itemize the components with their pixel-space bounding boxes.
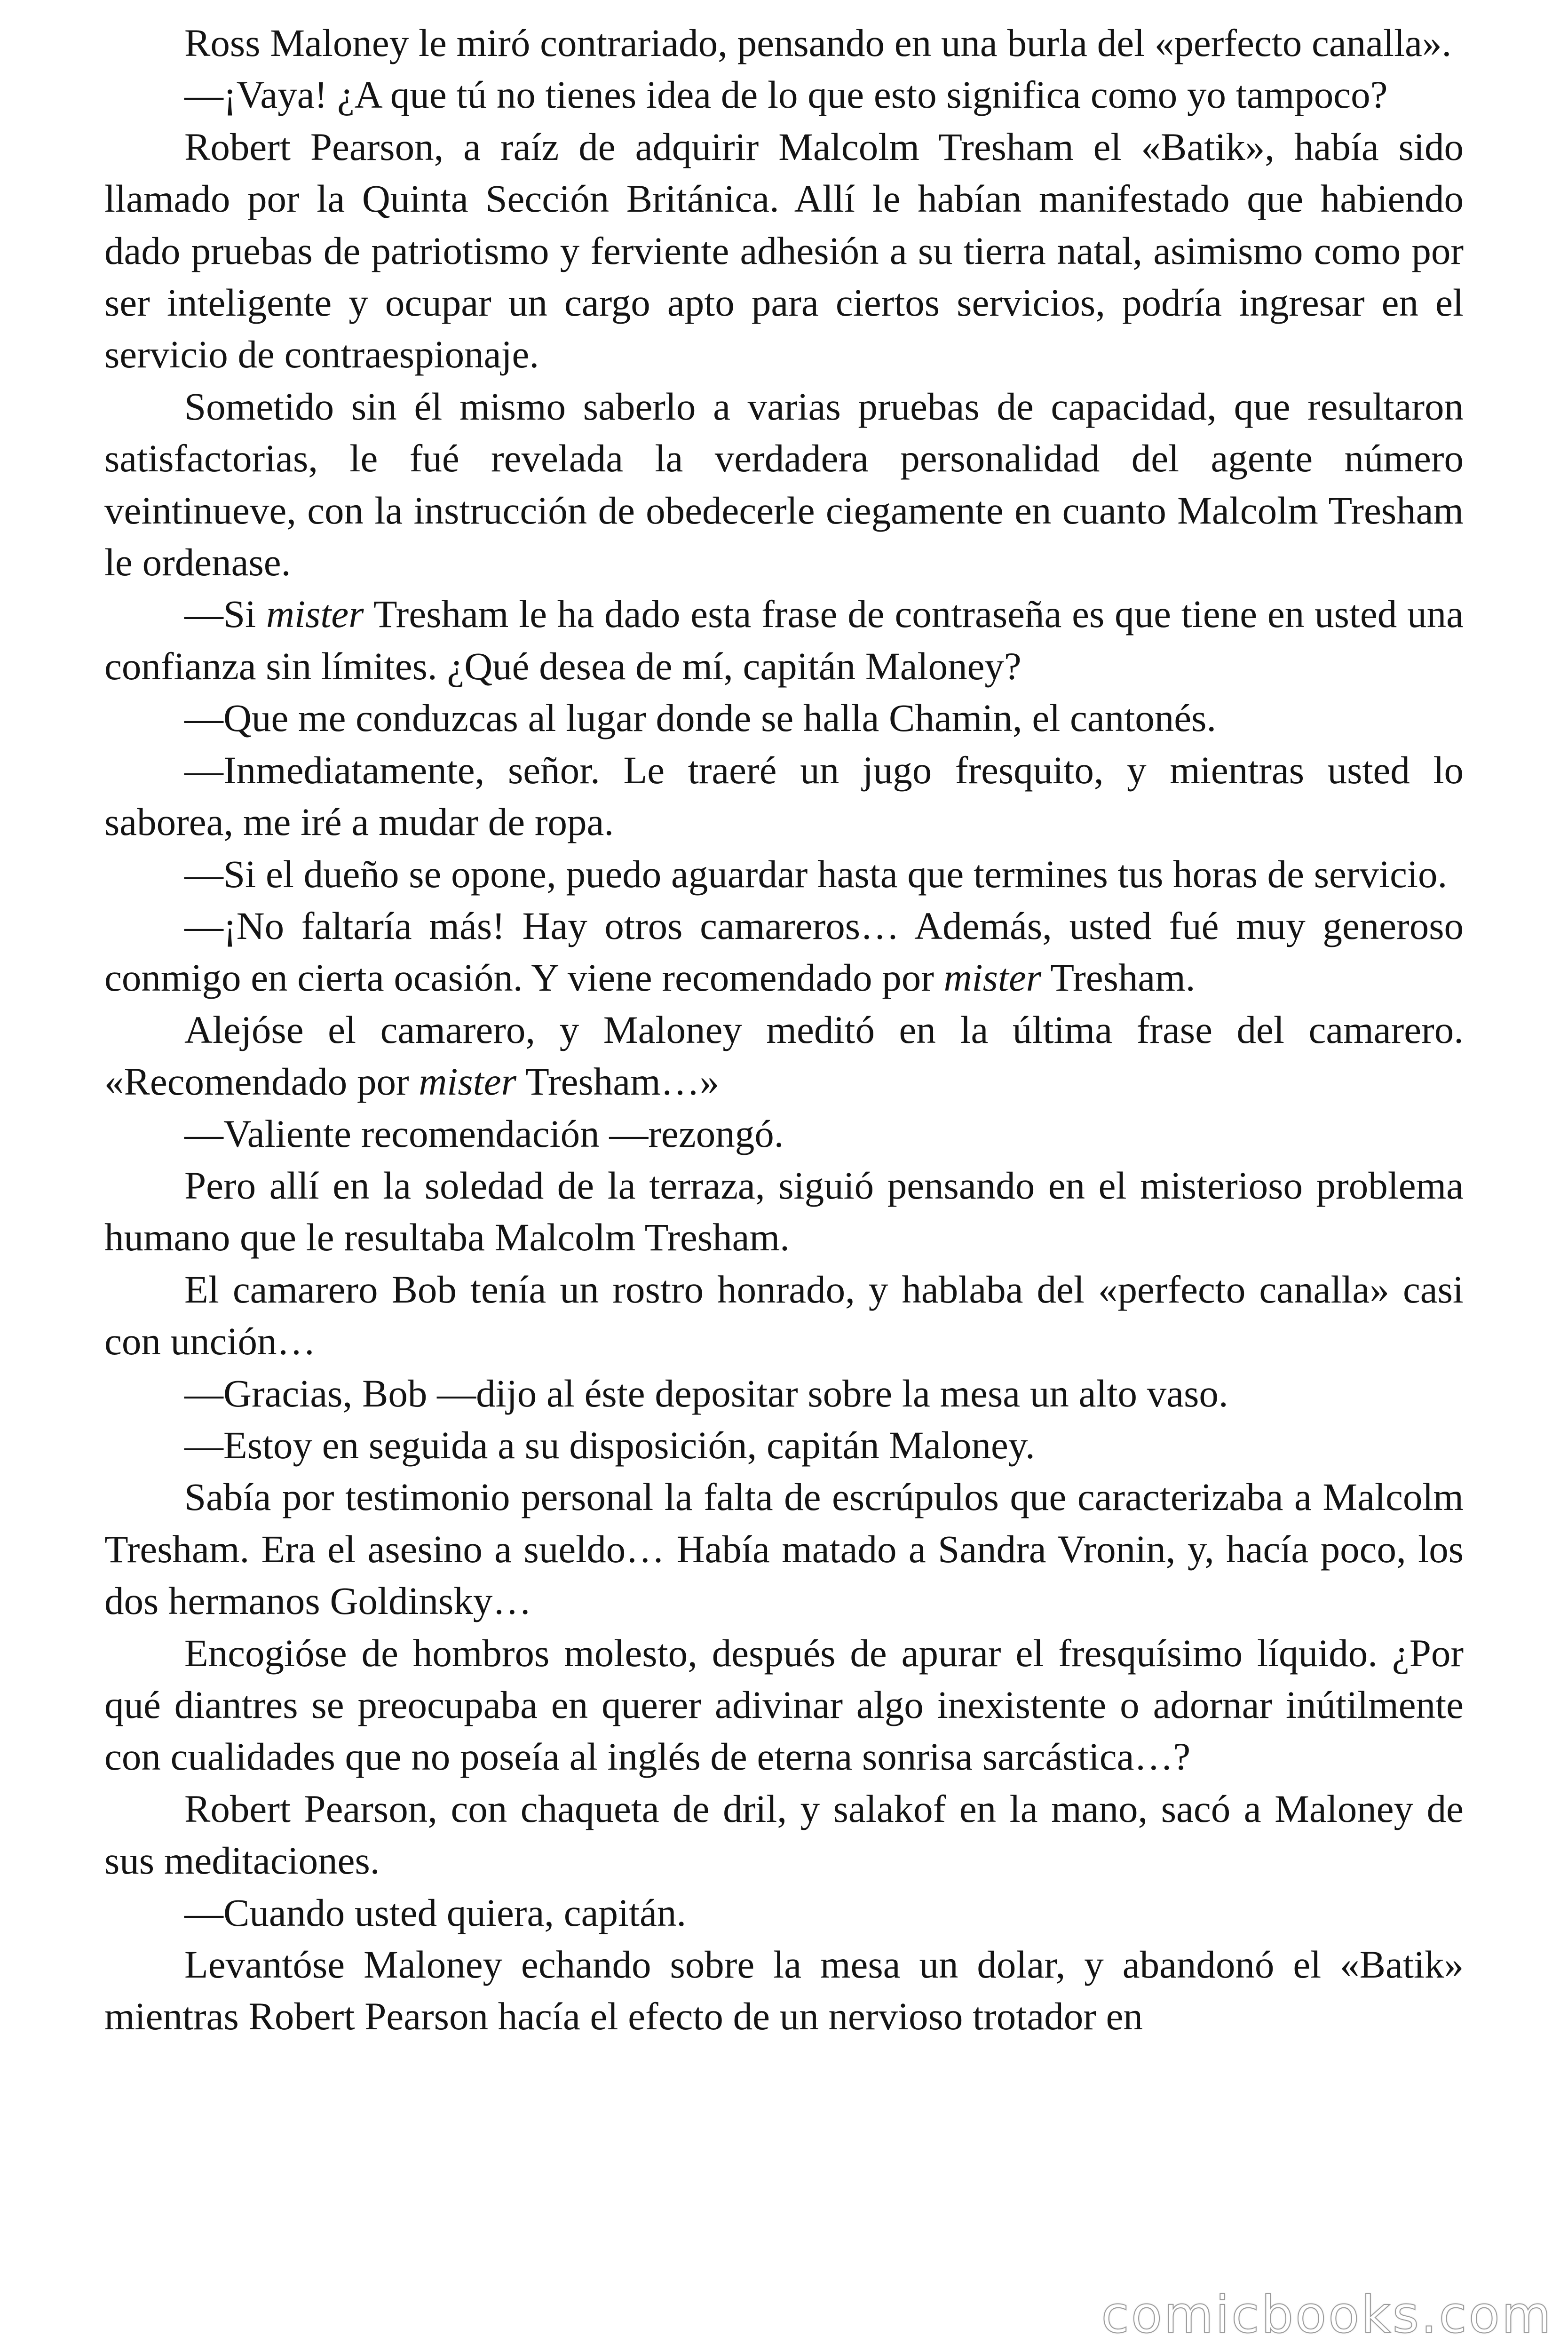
- paragraph: [104, 848, 1464, 900]
- paragraph: [104, 900, 1464, 1004]
- paragraph: [104, 1939, 1464, 2042]
- paragraph: [104, 1004, 1464, 1108]
- paragraph: [104, 692, 1464, 744]
- paragraph: [104, 1160, 1464, 1263]
- paragraph-text: Robert Pearson, con chaqueta de dril, y salakof en la mano, sacó a Maloney de sus meditaciones.: [104, 1787, 1464, 1883]
- paragraph-text: —¡Vaya! ¿A que tú no tienes idea de lo que esto significa como yo tampoco?: [184, 73, 1388, 117]
- paragraph-text: Sometido sin él mismo saberlo a varias pruebas de capacidad, que resultaron satisfactorias, le fué revelada la verdadera personalidad del agente número veintinueve, con la instrucción de obedecerle ciegamente en cuanto Malcolm Tresham le ordenase.: [104, 384, 1464, 584]
- paragraph: [104, 381, 1464, 588]
- paragraph-text: Sabía por testimonio personal la falta de escrúpulos que caracterizaba a Malcolm Tresham. Era el asesino a sueldo… Había matado a Sandra Vronin, y, hacía poco, los dos hermanos Goldinsky…: [104, 1475, 1464, 1623]
- paragraph-text: —Gracias, Bob —dijo al éste depositar sobre la mesa un alto vaso.: [184, 1371, 1228, 1415]
- paragraph: [104, 69, 1464, 120]
- paragraph-text: —Inmediatamente, señor. Le traeré un jugo fresquito, y mientras usted lo saborea, me iré a mudar de ropa.: [104, 748, 1464, 844]
- paragraph-text: —Cuando usted quiera, capitán.: [184, 1891, 687, 1934]
- paragraph-text: —Si el dueño se opone, puedo aguardar hasta que termines tus horas de servicio.: [184, 852, 1448, 896]
- paragraph: [104, 1471, 1464, 1627]
- paragraph-text: —Valiente recomendación —rezongó.: [184, 1112, 784, 1155]
- paragraph: [104, 744, 1464, 848]
- paragraph-text: Tresham le ha dado esta frase de contraseña es que tiene en usted una confianza sin límites. ¿Qué desea de mí, capitán Maloney?: [104, 592, 1464, 688]
- paragraph: [104, 1108, 1464, 1160]
- body-text: [104, 17, 1464, 2042]
- paragraph-text: Ross Maloney le miró contrariado, pensando en una burla del «perfecto canalla».: [184, 21, 1452, 64]
- paragraph-text: Levantóse Maloney echando sobre la mesa un dolar, y abandonó el «Batik» mientras Robert Pearson hacía el efecto de un nervioso trotador en: [104, 1943, 1464, 2038]
- paragraph: [104, 121, 1464, 381]
- paragraph: [104, 1627, 1464, 1783]
- paragraph-text: Encogióse de hombros molesto, después de apurar el fresquísimo líquido. ¿Por qué diantres se preocupaba en querer adivinar algo inexistente o adornar inútilmente con cualidades que no poseía al inglés de eterna sonrisa sarcástica…?: [104, 1631, 1464, 1779]
- paragraph: [104, 1419, 1464, 1471]
- paragraph: [104, 1887, 1464, 1939]
- paragraph-text: Tresham.: [1041, 956, 1196, 1000]
- paragraph: [104, 1263, 1464, 1367]
- paragraph: [104, 17, 1464, 69]
- paragraph: [104, 1367, 1464, 1419]
- italic-text: mister: [943, 956, 1042, 1000]
- paragraph-text: Tresham…»: [516, 1060, 720, 1104]
- paragraph: [104, 588, 1464, 692]
- watermark: comicbooks.com: [1101, 2286, 1553, 2344]
- paragraph-text: —Si: [184, 592, 267, 636]
- paragraph-text: Robert Pearson, a raíz de adquirir Malcolm Tresham el «Batik», había sido llamado por la Quinta Sección Británica. Allí le habían manifestado que habiendo dado pruebas de patriotismo y ferviente adhesión a su tierra natal, asimismo como por ser inteligente y ocupar un cargo apto para ciertos servicios, podría ingresar en el servicio de contraespionaje.: [104, 125, 1464, 376]
- italic-text: mister: [419, 1060, 516, 1104]
- book-page: [104, 17, 1464, 2336]
- paragraph-text: El camarero Bob tenía un rostro honrado, y hablaba del «perfecto canalla» casi con unción…: [104, 1267, 1464, 1363]
- paragraph-text: —Que me conduzcas al lugar donde se halla Chamin, el cantonés.: [184, 696, 1217, 740]
- paragraph-text: Pero allí en la soledad de la terraza, siguió pensando en el misterioso problema humano que le resultaba Malcolm Tresham.: [104, 1163, 1464, 1259]
- paragraph-text: Alejóse el camarero, y Maloney meditó en la última frase del camarero. «Recomendado por: [104, 1008, 1464, 1104]
- paragraph-text: —Estoy en seguida a su disposición, capitán Maloney.: [184, 1423, 1035, 1467]
- italic-text: mister: [266, 592, 364, 636]
- paragraph: [104, 1783, 1464, 1887]
- paragraph-text: —¡No faltaría más! Hay otros camareros… Además, usted fué muy generoso conmigo en cierta ocasión. Y viene recomendado por: [104, 904, 1464, 1000]
